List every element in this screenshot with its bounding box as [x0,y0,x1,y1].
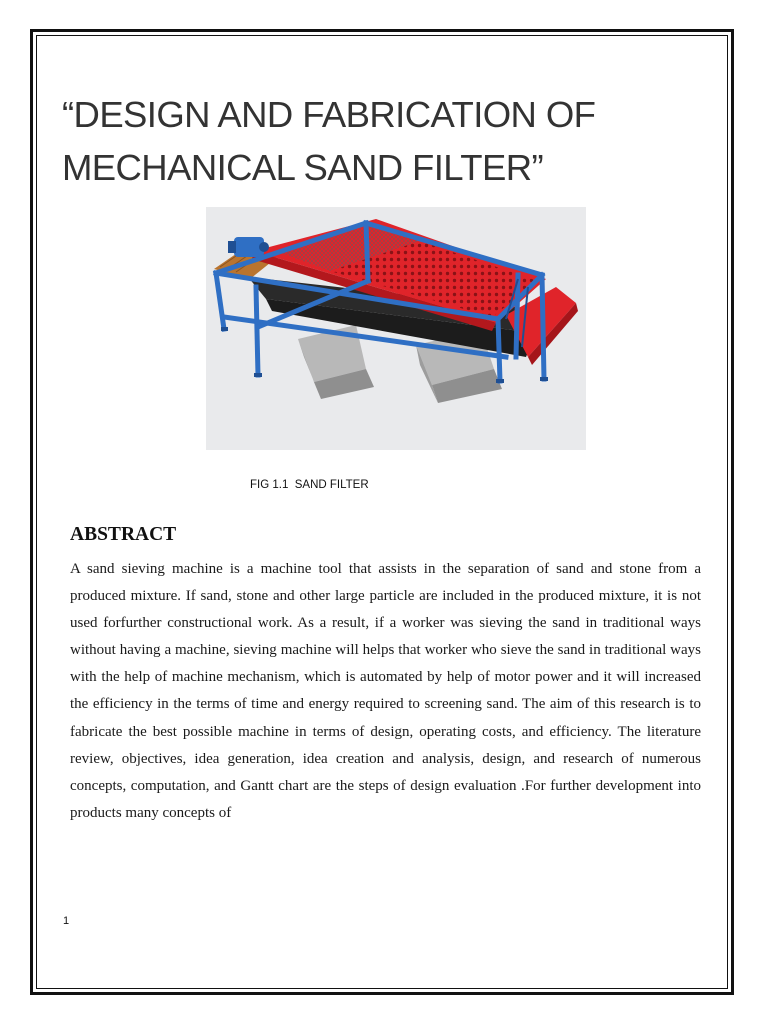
sand-filter-figure [206,207,586,450]
figure-caption: FIG 1.1 SAND FILTER [250,479,369,491]
page-number: 1 [63,915,70,927]
document-title: “DESIGN AND FABRICATION OF MECHANICAL SAND FILTER” [62,94,596,188]
abstract-paragraph: A sand sieving machine is a machine tool that assists in the separation of sand and stone from a produced mixture. If sand, stone and other large particle are included in the produced mixture, it is not used forfurther constructional work. As a result, if a worker was sieving the sand in traditional ways without having a machine, sieving machine will helps that worker who sieve the sand in traditional ways with the help of machine mechanism, which is automated by help of motor power and it will increased the efficiency in the terms of time and energy required to screening sand. The aim of this research is to fabricate the best possible machine in terms of design, operating costs, and efficiency. The literature review, objectives, idea generation, idea creation and analysis, design, and research of numerous concepts, computation, and Gantt chart are the steps of design evaluation .For further development into products many concepts of [70,561,701,821]
section-heading-abstract: ABSTRACT [70,524,177,545]
sand-filter-illustration [206,207,586,450]
motor [228,237,269,257]
